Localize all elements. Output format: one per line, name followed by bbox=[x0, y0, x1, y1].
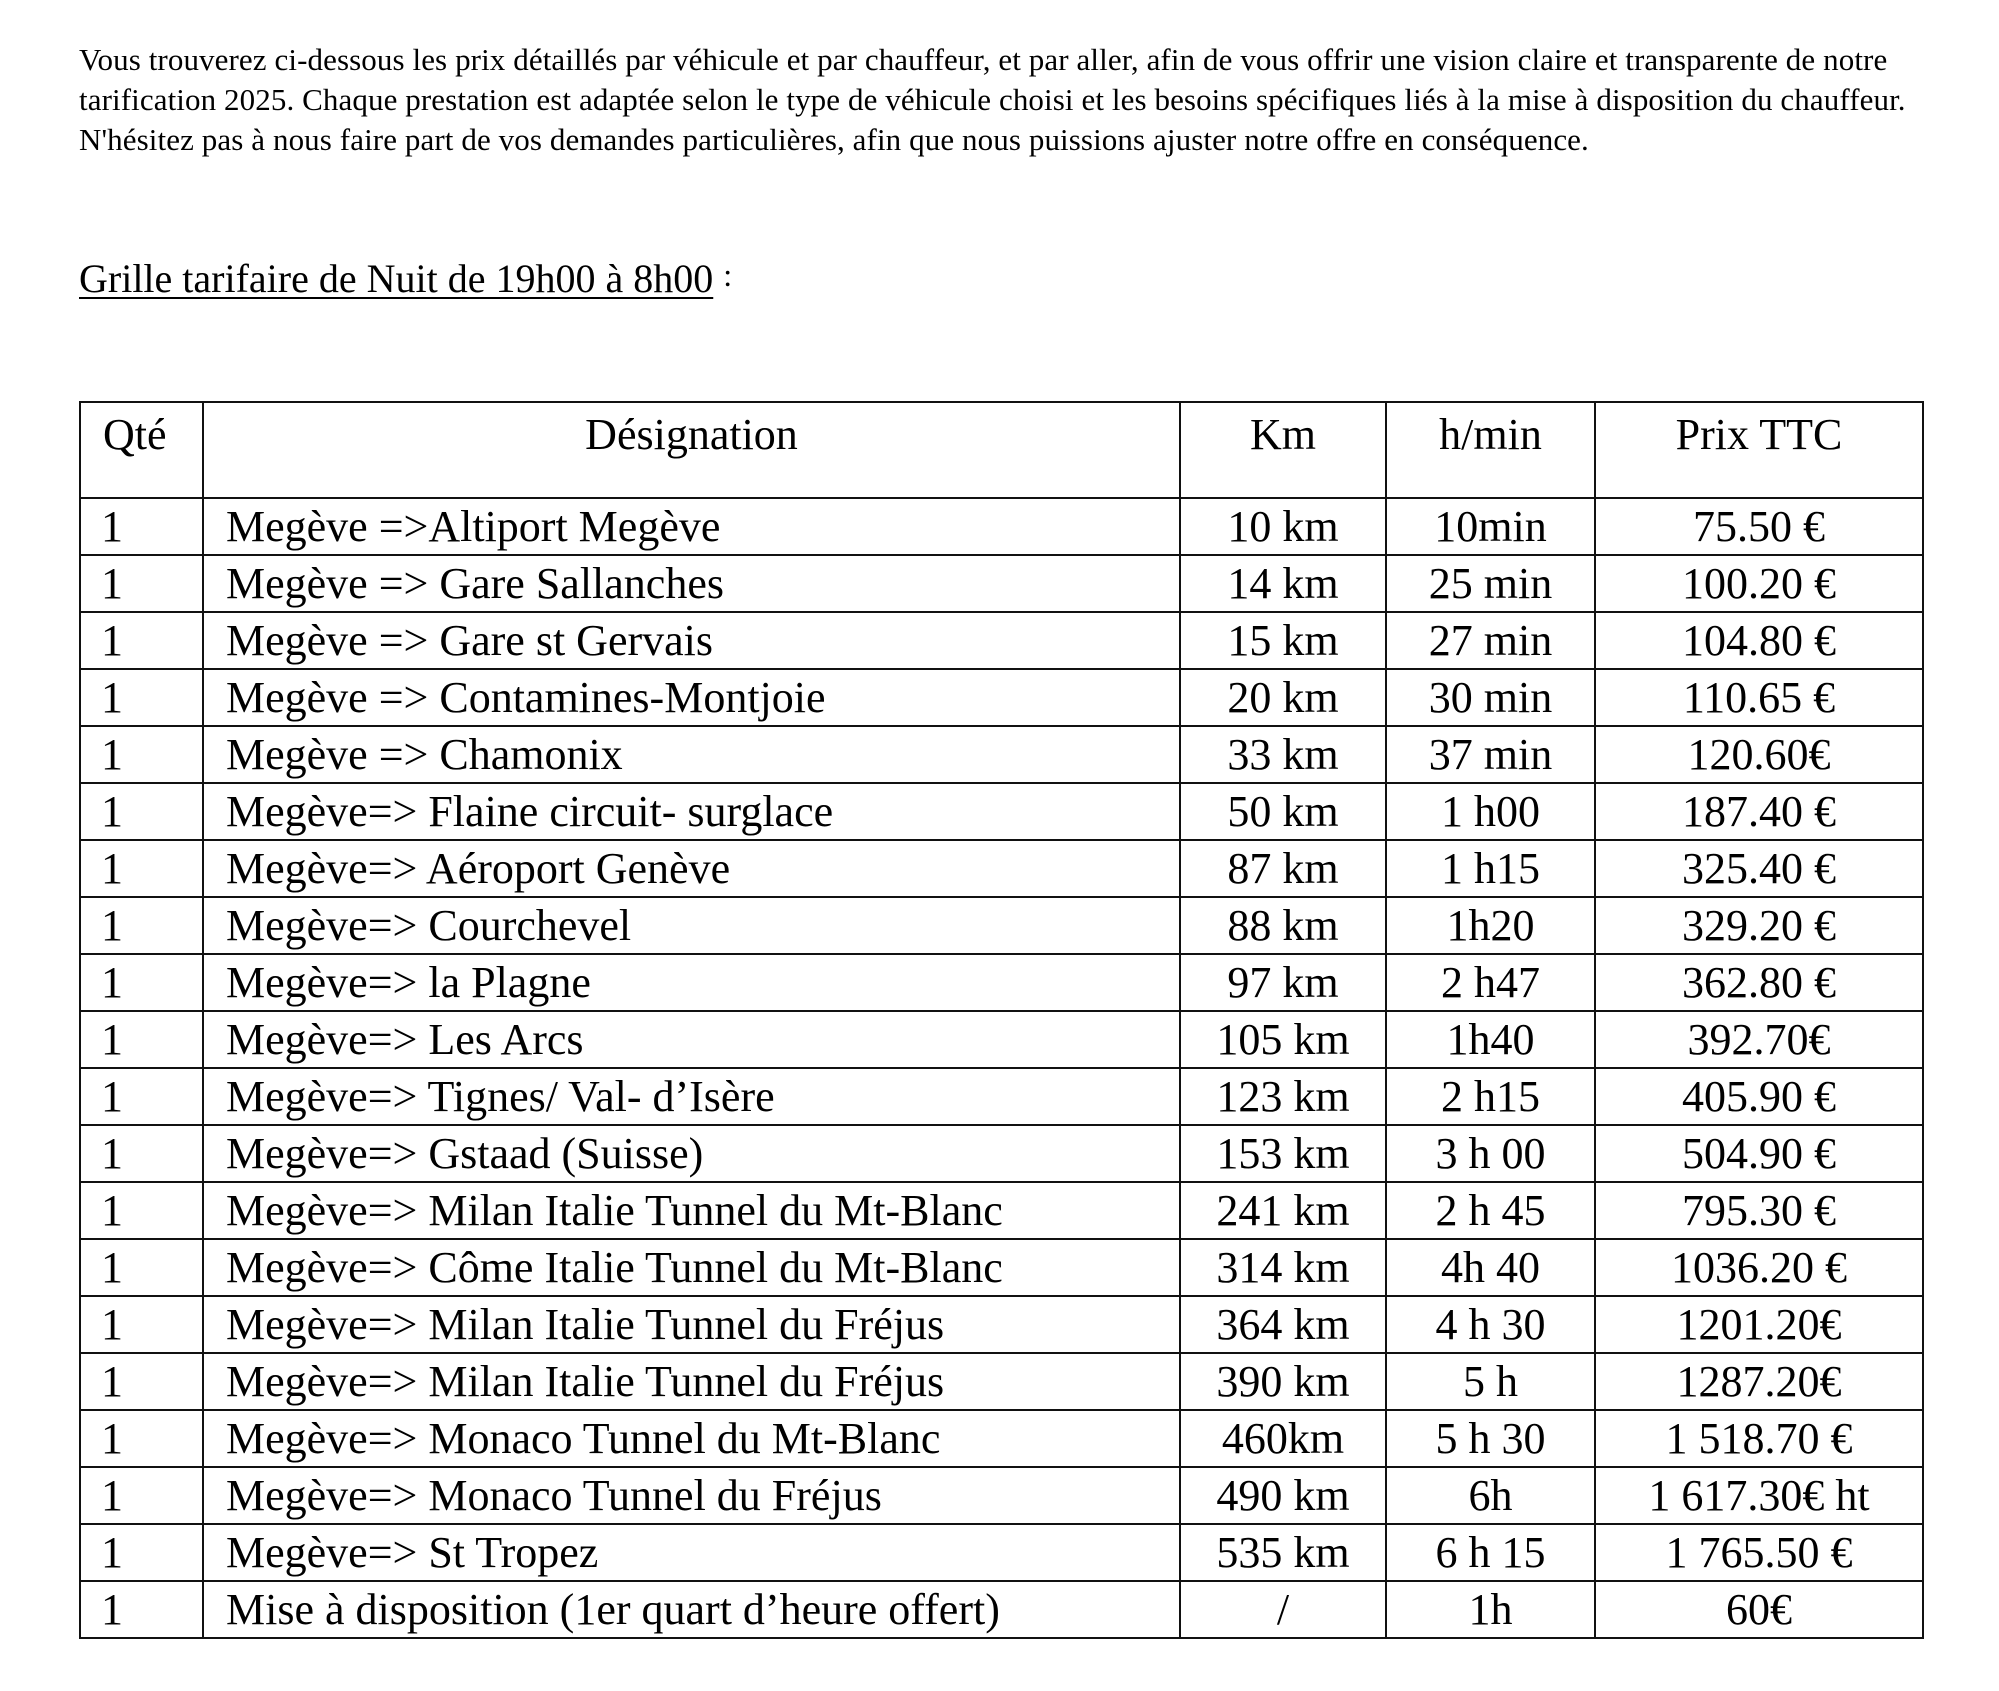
table-row bbox=[80, 555, 1923, 612]
table-row bbox=[80, 1125, 1923, 1182]
row-designation: Megève=> Monaco Tunnel du Fréjus bbox=[203, 1467, 1180, 1524]
row-qty: 1 bbox=[80, 1524, 203, 1581]
row-designation: Megève=> Côme Italie Tunnel du Mt-Blanc bbox=[203, 1239, 1180, 1296]
row-qty: 1 bbox=[80, 555, 203, 612]
row-price: 1036.20 € bbox=[1595, 1239, 1923, 1296]
row-qty: 1 bbox=[80, 669, 203, 726]
row-price: 187.40 € bbox=[1595, 783, 1923, 840]
row-time: 30 min bbox=[1386, 669, 1595, 726]
table-row bbox=[80, 1296, 1923, 1353]
row-price: 1201.20€ bbox=[1595, 1296, 1923, 1353]
row-km: 364 km bbox=[1180, 1296, 1386, 1353]
pricing-heading-colon: : bbox=[723, 257, 733, 293]
pricing-heading-title: Grille tarifaire de Nuit de 19h00 à 8h00 bbox=[79, 256, 714, 301]
row-km: 14 km bbox=[1180, 555, 1386, 612]
row-time: 5 h 30 bbox=[1386, 1410, 1595, 1467]
row-price: 362.80 € bbox=[1595, 954, 1923, 1011]
row-km: 20 km bbox=[1180, 669, 1386, 726]
table-row bbox=[80, 1068, 1923, 1125]
row-km: 123 km bbox=[1180, 1068, 1386, 1125]
row-designation: Megève=> Tignes/ Val- d’Isère bbox=[203, 1068, 1180, 1125]
row-qty: 1 bbox=[80, 498, 203, 555]
row-qty: 1 bbox=[80, 1239, 203, 1296]
row-km: 314 km bbox=[1180, 1239, 1386, 1296]
row-price: 1287.20€ bbox=[1595, 1353, 1923, 1410]
row-km: / bbox=[1180, 1581, 1386, 1638]
row-designation: Megève => Chamonix bbox=[203, 726, 1180, 783]
row-price: 1 617.30€ ht bbox=[1595, 1467, 1923, 1524]
row-km: 87 km bbox=[1180, 840, 1386, 897]
row-qty: 1 bbox=[80, 726, 203, 783]
row-km: 15 km bbox=[1180, 612, 1386, 669]
row-qty: 1 bbox=[80, 954, 203, 1011]
row-time: 6 h 15 bbox=[1386, 1524, 1595, 1581]
row-time: 1 h15 bbox=[1386, 840, 1595, 897]
row-time: 5 h bbox=[1386, 1353, 1595, 1410]
row-price: 100.20 € bbox=[1595, 555, 1923, 612]
table-row bbox=[80, 1011, 1923, 1068]
table-row bbox=[80, 954, 1923, 1011]
row-qty: 1 bbox=[80, 1125, 203, 1182]
row-time: 2 h15 bbox=[1386, 1068, 1595, 1125]
row-price: 110.65 € bbox=[1595, 669, 1923, 726]
header-qty: Qté bbox=[80, 402, 203, 498]
row-time: 1h20 bbox=[1386, 897, 1595, 954]
table-row bbox=[80, 612, 1923, 669]
row-designation: Megève =>Altiport Megève bbox=[203, 498, 1180, 555]
row-km: 88 km bbox=[1180, 897, 1386, 954]
row-price: 325.40 € bbox=[1595, 840, 1923, 897]
header-time: h/min bbox=[1386, 402, 1595, 498]
row-designation: Megève=> Courchevel bbox=[203, 897, 1180, 954]
row-qty: 1 bbox=[80, 612, 203, 669]
row-qty: 1 bbox=[80, 1011, 203, 1068]
row-time: 1h40 bbox=[1386, 1011, 1595, 1068]
row-price: 405.90 € bbox=[1595, 1068, 1923, 1125]
table-row bbox=[80, 840, 1923, 897]
row-km: 490 km bbox=[1180, 1467, 1386, 1524]
row-time: 25 min bbox=[1386, 555, 1595, 612]
row-designation: Megève=> Flaine circuit- surglace bbox=[203, 783, 1180, 840]
row-price: 392.70€ bbox=[1595, 1011, 1923, 1068]
row-designation: Megève=> Milan Italie Tunnel du Fréjus bbox=[203, 1296, 1180, 1353]
row-price: 60€ bbox=[1595, 1581, 1923, 1638]
row-km: 153 km bbox=[1180, 1125, 1386, 1182]
row-km: 33 km bbox=[1180, 726, 1386, 783]
row-designation: Megève=> Milan Italie Tunnel du Mt-Blanc bbox=[203, 1182, 1180, 1239]
row-qty: 1 bbox=[80, 1410, 203, 1467]
pricing-heading bbox=[79, 250, 732, 304]
table-header-row bbox=[80, 402, 1923, 498]
table-row bbox=[80, 1524, 1923, 1581]
row-time: 10min bbox=[1386, 498, 1595, 555]
row-qty: 1 bbox=[80, 1068, 203, 1125]
row-designation: Megève=> Gstaad (Suisse) bbox=[203, 1125, 1180, 1182]
row-designation: Megève => Gare Sallanches bbox=[203, 555, 1180, 612]
table-row bbox=[80, 1581, 1923, 1638]
table-row bbox=[80, 897, 1923, 954]
row-qty: 1 bbox=[80, 783, 203, 840]
row-time: 1h bbox=[1386, 1581, 1595, 1638]
intro-paragraph: Vous trouverez ci-dessous les prix détaillés par véhicule et par chauffeur, et par aller, afin de vous offrir une vision claire et transparente de notre tarification 2025. Chaque prestation est adaptée selon le type de véhicule choisi et les besoins spécifiques liés à la mise à disposition du chauffeur. N'hésitez pas à nous faire part de vos demandes particulières, afin que nous puissions ajuster notre offre en conséquence. bbox=[79, 42, 1906, 157]
row-designation: Megève=> Les Arcs bbox=[203, 1011, 1180, 1068]
row-designation: Megève=> la Plagne bbox=[203, 954, 1180, 1011]
table-row bbox=[80, 1467, 1923, 1524]
pricing-table bbox=[79, 401, 1924, 1639]
header-km: Km bbox=[1180, 402, 1386, 498]
table-row bbox=[80, 1182, 1923, 1239]
row-price: 75.50 € bbox=[1595, 498, 1923, 555]
row-qty: 1 bbox=[80, 1296, 203, 1353]
row-time: 6h bbox=[1386, 1467, 1595, 1524]
row-price: 1 765.50 € bbox=[1595, 1524, 1923, 1581]
row-designation: Mise à disposition (1er quart d’heure offert) bbox=[203, 1581, 1180, 1638]
table-row bbox=[80, 1410, 1923, 1467]
row-qty: 1 bbox=[80, 840, 203, 897]
row-price: 504.90 € bbox=[1595, 1125, 1923, 1182]
row-time: 2 h 45 bbox=[1386, 1182, 1595, 1239]
row-designation: Megève => Gare st Gervais bbox=[203, 612, 1180, 669]
table-row bbox=[80, 669, 1923, 726]
row-time: 4 h 30 bbox=[1386, 1296, 1595, 1353]
row-km: 460km bbox=[1180, 1410, 1386, 1467]
row-time: 3 h 00 bbox=[1386, 1125, 1595, 1182]
table-row bbox=[80, 1239, 1923, 1296]
row-km: 10 km bbox=[1180, 498, 1386, 555]
row-time: 37 min bbox=[1386, 726, 1595, 783]
row-price: 1 518.70 € bbox=[1595, 1410, 1923, 1467]
row-qty: 1 bbox=[80, 1182, 203, 1239]
row-km: 535 km bbox=[1180, 1524, 1386, 1581]
row-km: 97 km bbox=[1180, 954, 1386, 1011]
table-row bbox=[80, 498, 1923, 555]
row-time: 2 h47 bbox=[1386, 954, 1595, 1011]
row-designation: Megève=> Monaco Tunnel du Mt-Blanc bbox=[203, 1410, 1180, 1467]
row-price: 104.80 € bbox=[1595, 612, 1923, 669]
row-time: 4h 40 bbox=[1386, 1239, 1595, 1296]
row-designation: Megève=> Aéroport Genève bbox=[203, 840, 1180, 897]
row-km: 390 km bbox=[1180, 1353, 1386, 1410]
header-price: Prix TTC bbox=[1595, 402, 1923, 498]
table-row bbox=[80, 783, 1923, 840]
row-price: 795.30 € bbox=[1595, 1182, 1923, 1239]
row-km: 105 km bbox=[1180, 1011, 1386, 1068]
row-price: 329.20 € bbox=[1595, 897, 1923, 954]
row-time: 27 min bbox=[1386, 612, 1595, 669]
table-row bbox=[80, 1353, 1923, 1410]
row-designation: Megève=> Milan Italie Tunnel du Fréjus bbox=[203, 1353, 1180, 1410]
row-km: 50 km bbox=[1180, 783, 1386, 840]
row-price: 120.60€ bbox=[1595, 726, 1923, 783]
row-qty: 1 bbox=[80, 1353, 203, 1410]
row-km: 241 km bbox=[1180, 1182, 1386, 1239]
row-designation: Megève=> St Tropez bbox=[203, 1524, 1180, 1581]
row-qty: 1 bbox=[80, 1467, 203, 1524]
table-row bbox=[80, 726, 1923, 783]
header-designation: Désignation bbox=[203, 402, 1180, 498]
row-designation: Megève => Contamines-Montjoie bbox=[203, 669, 1180, 726]
row-time: 1 h00 bbox=[1386, 783, 1595, 840]
row-qty: 1 bbox=[80, 897, 203, 954]
row-qty: 1 bbox=[80, 1581, 203, 1638]
